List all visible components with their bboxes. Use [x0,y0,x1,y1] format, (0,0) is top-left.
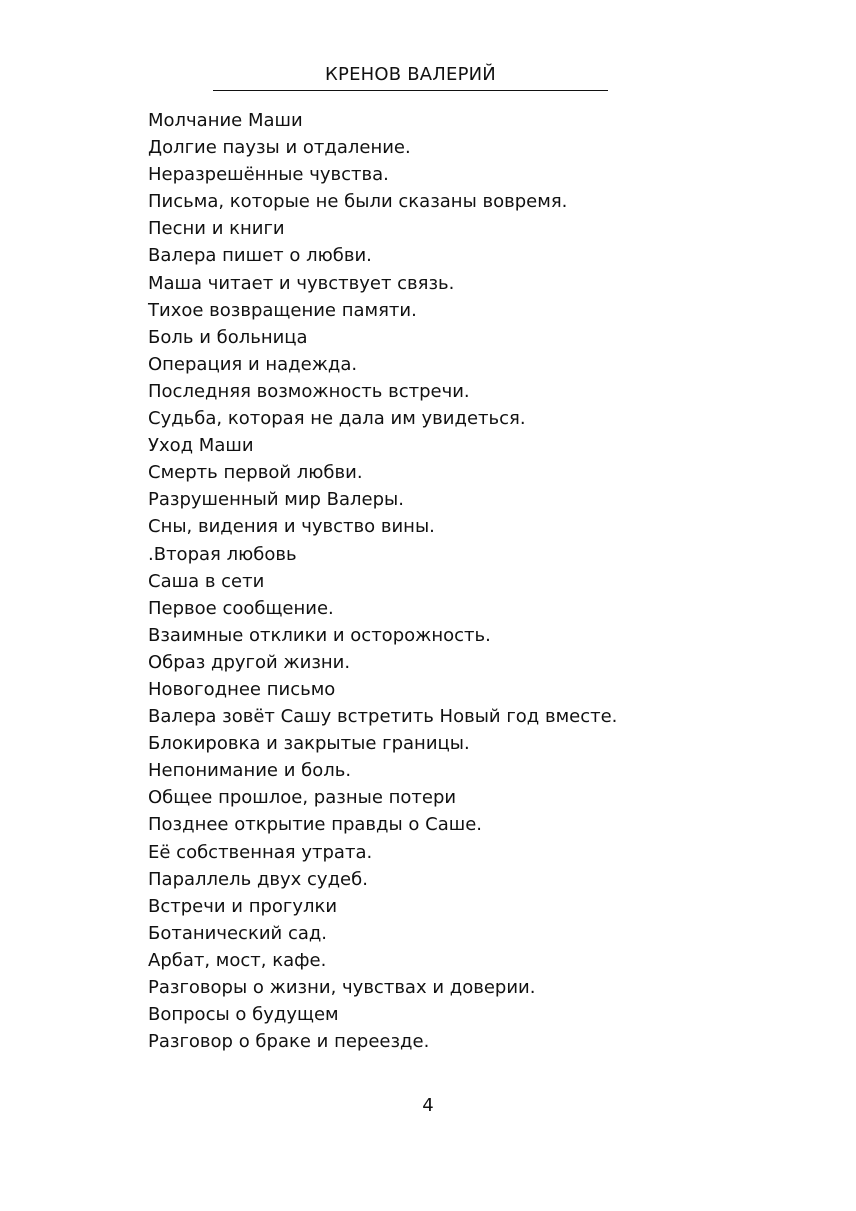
contents-line: Разговоры о жизни, чувствах и доверии. [148,977,536,998]
contents-line: Разрушенный мир Валеры. [148,489,404,511]
contents-line: Уход Маши [148,435,254,457]
contents-line: Параллель двух судеб. [148,868,368,890]
contents-line: Операция и надежда. [148,353,358,375]
contents-line: Последняя возможность встречи. [148,380,470,402]
contents-line: Первое сообщение. [148,597,334,619]
contents-line: Новогоднее письмо [148,678,336,700]
contents-line: Взаимные отклики и осторожность. [148,624,491,646]
contents-line: Тихое возвращение памяти. [148,299,417,321]
contents-line: Общее прошлое, разные потери [148,787,457,809]
contents-line: Встречи и прогулки [148,895,338,917]
contents-line: Саша в сети [148,570,265,592]
contents-line: Судьба, которая не дала им увидеться. [148,408,526,430]
contents-line: Валера пишет о любви. [148,245,372,267]
contents-line: Арбат, мост, кафе. [148,949,327,971]
contents-line: Боль и больница [148,326,308,348]
contents-line: Неразрешённые чувства. [148,164,389,186]
contents-line: Блокировка и закрытые границы. [148,733,470,755]
contents-line: Валера зовёт Сашу встретить Новый год вместе. [148,706,618,728]
contents-line: Разговор о браке и переезде. [148,1031,430,1053]
contents-line: Письма, которые не были сказаны вовремя. [148,191,568,213]
header-rule [213,90,608,91]
contents-line: Позднее открытие правды о Саше. [148,814,483,836]
contents-line: Её собственная утрата. [148,841,373,863]
contents-line: Долгие паузы и отдаление. [148,137,411,159]
contents-line: .Вторая любовь [148,543,297,565]
contents-line: Песни и книги [148,218,285,240]
contents-line: Сны, видения и чувство вины. [148,516,435,538]
contents-list [148,107,617,1055]
contents-line: Ботанический сад. [148,922,328,944]
contents-line: Маша читает и чувствует связь. [148,272,455,294]
contents-line: Образ другой жизни. [148,651,351,673]
contents-line: Смерть первой любви. [148,462,363,484]
contents-line: Непонимание и боль. [148,760,352,782]
contents-line: Вопросы о будущем [148,1004,339,1026]
running-header: КРЕНОВ ВАЛЕРИЙ [325,64,496,85]
contents-line: Молчание Маши [148,110,303,131]
page-number: 4 [422,1095,434,1116]
